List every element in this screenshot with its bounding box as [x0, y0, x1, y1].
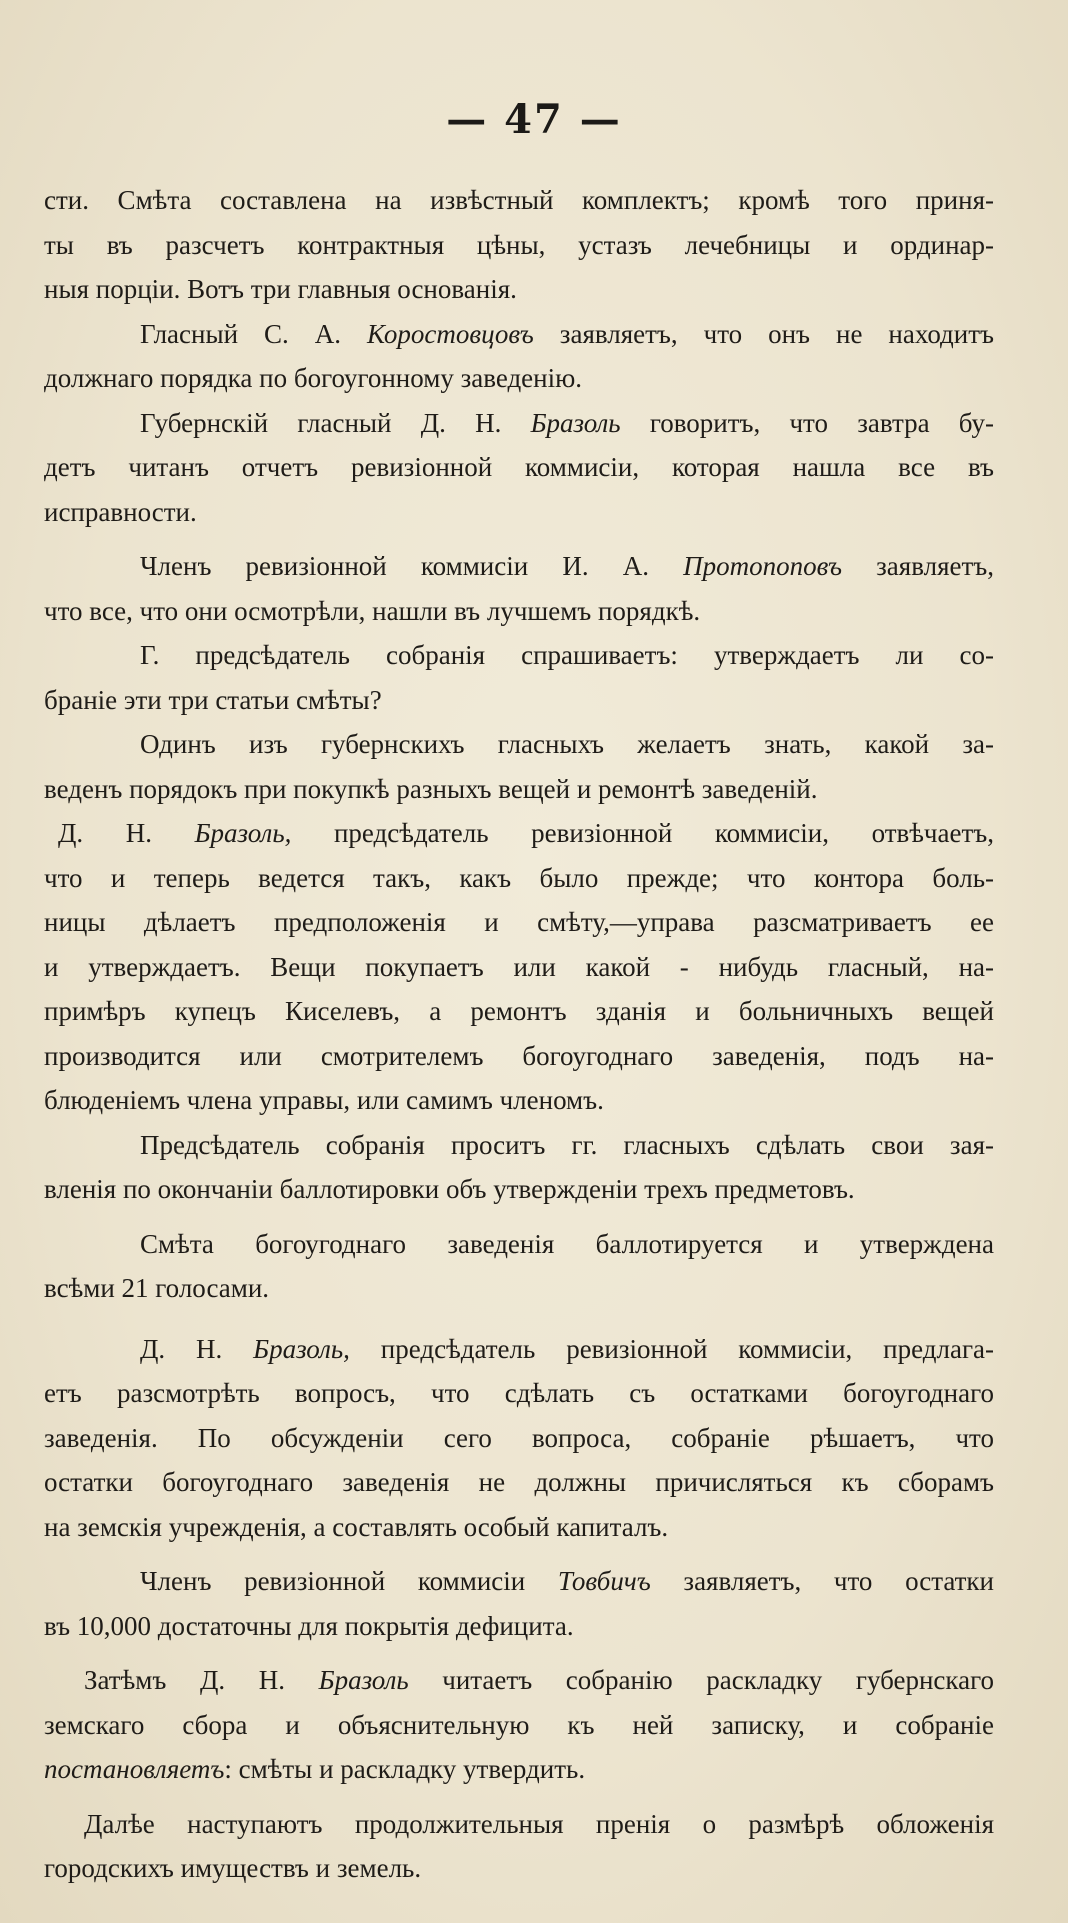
surname-italic: Коростовцовъ [367, 318, 534, 349]
text-line: ницы дѣлаетъ предположенія и смѣту,—управа разсматриваетъ ее [44, 907, 994, 937]
surname-italic: Протопоповъ [683, 551, 842, 581]
text-line: и утверждаетъ. Вещи покупаетъ или какой - нибудь гласный, на- [44, 951, 994, 982]
text-line: Одинъ изъ губернскихъ гласныхъ желаетъ знать, какой за- [140, 729, 994, 759]
paragraph-6 [44, 722, 994, 811]
text-line: на земскія учрежденія, а составлять особый капиталъ. [44, 1511, 669, 1542]
text-run: заявляетъ, [842, 551, 994, 581]
paragraph-9 [44, 1222, 994, 1311]
text-run: читаетъ собранію раскладку губернскаго [408, 1665, 995, 1695]
paragraph-12 [44, 1658, 994, 1792]
text-line: примѣръ купецъ Киселевъ, а ремонтъ зданія и больничныхъ вещей [44, 996, 994, 1026]
text-line: земскаго сбора и объяснительную къ ней записку, и собраніе [44, 1709, 994, 1740]
text-run: Затѣмъ Д. Н. [84, 1665, 319, 1695]
page-number: — 47 — [446, 96, 622, 143]
text-line [44, 1559, 994, 1604]
text-line: въ 10,000 достаточны для покрытія дефицита. [44, 1610, 574, 1641]
text-line: ты въ разсчетъ контрактныя цѣны, устазъ лечебницы и ординар- [44, 229, 994, 260]
text-line: Предсѣдатель собранія проситъ гг. гласныхъ сдѣлать свои зая- [140, 1129, 994, 1160]
text-run: : смѣты и раскладку утвердить. [224, 1754, 586, 1784]
text-line: городскихъ имуществъ и земель. [44, 1853, 422, 1883]
text-line [44, 1658, 994, 1703]
paragraph-11 [44, 1559, 994, 1648]
text-line: что и теперь ведется такъ, какъ было прежде; что контора боль- [44, 862, 994, 893]
text-line: веденъ порядокъ при покупкѣ разныхъ вещей и ремонтѣ заведеній. [44, 773, 818, 804]
text-line [44, 811, 994, 856]
text-line [44, 401, 994, 446]
text-run: Д. Н. [58, 818, 195, 848]
paragraph-8 [44, 1123, 994, 1212]
text-line: всѣми 21 голосами. [44, 1273, 270, 1303]
text-line [44, 1747, 994, 1792]
text-line [44, 544, 994, 589]
text-line: что все, что они осмотрѣли, нашли въ лучшемъ порядкѣ. [44, 595, 701, 626]
text-run: Гласный С. А. [140, 318, 367, 349]
text-line: заведенія. По обсужденіи сего вопроса, собраніе рѣшаетъ, что [44, 1422, 994, 1453]
surname-italic: Бразоль, [253, 1333, 350, 1364]
surname-italic: Бразоль [318, 1665, 409, 1695]
text-run: Членъ ревизіонной коммисіи И. А. [140, 551, 684, 581]
text-run: Губернскій гласный Д. Н. [140, 407, 531, 438]
text-run: заявляетъ, что онъ не находитъ [533, 318, 994, 349]
text-run: заявляетъ, что остатки [650, 1566, 995, 1596]
text-line: Смѣта богоугоднаго заведенія баллотируется и утверждена [140, 1228, 994, 1259]
paragraph-10 [44, 1327, 994, 1550]
text-line [44, 312, 994, 357]
surname-italic: Товбичъ [557, 1566, 651, 1596]
text-line: блюденіемъ члена управы, или самимъ членомъ. [44, 1085, 604, 1115]
paragraph-4 [44, 544, 994, 633]
text-line: вленія по окончаніи баллотировки объ утвержденіи трехъ предметовъ. [44, 1174, 855, 1204]
paragraph-7 [44, 811, 994, 1123]
paragraph-1 [44, 178, 994, 312]
surname-italic: Бразоль [530, 407, 621, 438]
text-line: должнаго порядка по богоугонному заведенію. [44, 363, 583, 393]
paragraph-13 [44, 1802, 994, 1891]
text-line: браніе эти три статьи смѣты? [44, 684, 382, 715]
text-line [44, 1327, 994, 1372]
paragraph-3 [44, 401, 994, 535]
body-text [44, 178, 994, 1891]
resolution-italic: постановляетъ [44, 1754, 225, 1784]
text-run: говоритъ, что завтра бу- [620, 407, 994, 438]
surname-italic: Бразоль, [194, 818, 292, 848]
text-run: предсѣдатель ревизіонной коммисіи, предлага- [349, 1333, 994, 1364]
text-line: остатки богоугоднаго заведенія не должны причисляться къ сборамъ [44, 1467, 994, 1497]
text-line: Г. предсѣдатель собранія спрашиваетъ: утверждаетъ ли со- [140, 640, 994, 670]
text-run: предсѣдатель ревизіонной коммисіи, отвѣчаетъ, [291, 818, 994, 848]
text-line: Далѣе наступаютъ продолжительныя пренія о размѣрѣ обложенія [84, 1808, 994, 1839]
text-line: сти. Смѣта составлена на извѣстный комплектъ; кромѣ того приня- [44, 185, 994, 215]
text-line: исправности. [44, 496, 197, 527]
text-line: етъ разсмотрѣть вопросъ, что сдѣлать съ остатками богоугоднаго [44, 1378, 994, 1408]
paragraph-5 [44, 633, 994, 722]
paragraph-2 [44, 312, 994, 401]
text-run: Членъ ревизіонной коммисіи [140, 1566, 558, 1596]
text-line: детъ читанъ отчетъ ревизіонной коммисіи, которая нашла все въ [44, 452, 994, 482]
text-line: ныя порціи. Вотъ три главныя основанія. [44, 274, 517, 304]
text-line: производится или смотрителемъ богоугоднаго заведенія, подъ на- [44, 1040, 994, 1071]
text-run: Д. Н. [140, 1333, 254, 1364]
